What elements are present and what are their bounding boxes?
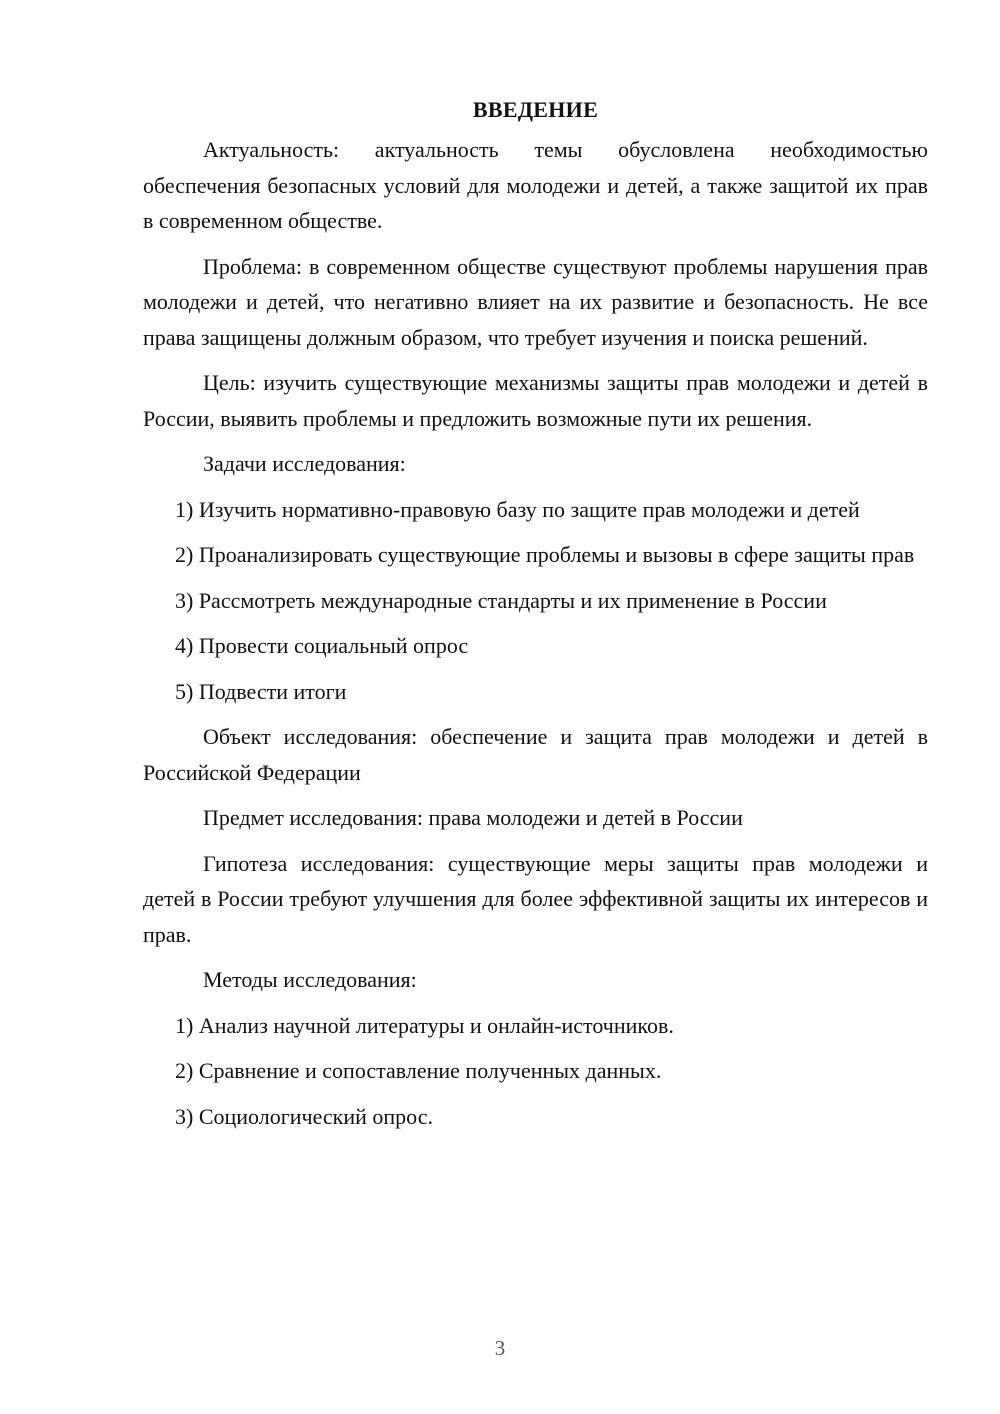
method-item-2: 2) Сравнение и сопоставление полученных данных. — [175, 1058, 662, 1083]
methods-heading: Методы исследования: — [203, 967, 417, 992]
task-item-1: 1) Изучить нормативно-правовую базу по защите прав молодежи и детей — [175, 496, 860, 522]
problem-paragraph: Проблема: в современном обществе существуют проблемы нарушения прав молодежи и детей, что негативно влияет на их развитие и безопасность. Не все права защищены должным образом, что требует изучения и поиска решений. — [143, 253, 928, 350]
object-paragraph: Объект исследования: обеспечение и защита прав молодежи и детей в Российской Федерации — [143, 724, 928, 785]
task-item-4: 4) Провести социальный опрос — [175, 633, 469, 658]
goal-paragraph: Цель: изучить существующие механизмы защиты прав молодежи и детей в России, выявить проблемы и предложить возможные пути их решения. — [143, 370, 928, 431]
task-item-2: 2) Проанализировать существующие проблемы и вызовы в сфере защиты прав — [175, 542, 915, 567]
tasks-heading: Задачи исследования: — [203, 451, 406, 476]
task-item-5: 5) Подвести итоги — [175, 678, 347, 704]
section-title: ВВЕДЕНИЕ — [472, 97, 599, 122]
subject-paragraph: Предмет исследования: права молодежи и детей в России — [203, 805, 743, 830]
relevance-paragraph: Актуальность: актуальность темы обусловлена необходимостью обеспечения безопасных условий для молодежи и детей, а также защитой их прав в современном обществе. — [143, 137, 928, 233]
task-item-3: 3) Рассмотреть международные стандарты и их применение в России — [175, 587, 827, 613]
method-item-1: 1) Анализ научной литературы и онлайн-источников. — [175, 1012, 674, 1038]
method-item-3: 3) Социологический опрос. — [175, 1103, 433, 1129]
page-number: 3 — [494, 1336, 506, 1360]
hypothesis-paragraph: Гипотеза исследования: существующие меры защиты прав молодежи и детей в России требуют улучшения для более эффективной защиты их интересов и прав. — [143, 850, 928, 947]
page-content — [143, 92, 928, 1144]
